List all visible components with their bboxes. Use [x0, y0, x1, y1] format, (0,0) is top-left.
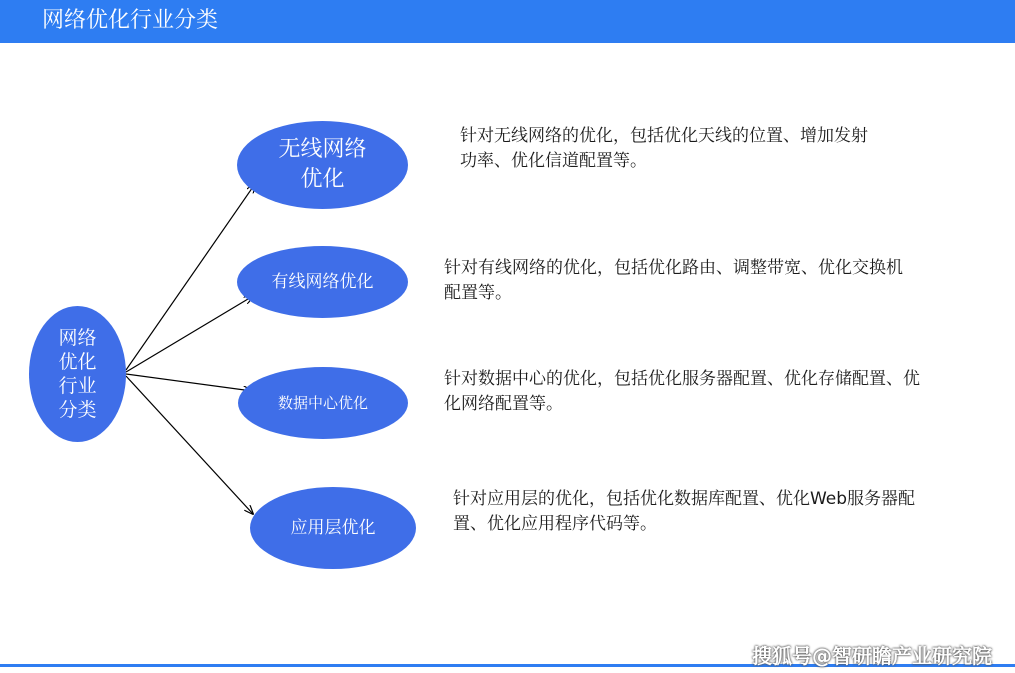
- node-label: 无线网络优化: [278, 137, 367, 192]
- page-title: 网络优化行业分类: [42, 8, 219, 33]
- node-datacenter-optimization: [238, 367, 408, 439]
- node-application-optimization: [250, 487, 416, 569]
- description-datacenter: 针对数据中心的优化，包括优化服务器配置、优化存储配置、优化网络配置等。: [444, 369, 920, 414]
- arrow-to-wireless: [126, 184, 255, 370]
- arrow-to-wired: [126, 296, 253, 372]
- source-watermark: 搜狐号@智研瞻产业研究院: [752, 644, 992, 668]
- node-label: 数据中心优化: [277, 394, 368, 412]
- description-wireless: 针对无线网络的优化，包括优化天线的位置、增加发射功率、优化信道配置等。: [460, 126, 868, 171]
- arrow-to-datacenter: [126, 374, 252, 391]
- node-wireless-optimization: [237, 121, 408, 209]
- description-application: 针对应用层的优化，包括优化数据库配置、优化Web服务器配置、优化应用程序代码等。: [453, 489, 916, 534]
- root-node-label: 网络优化行业分类: [58, 327, 97, 421]
- arrow-to-application: [126, 376, 253, 514]
- node-label: 有线网络优化: [271, 272, 374, 292]
- node-label: 应用层优化: [290, 518, 376, 538]
- root-node: [29, 306, 126, 442]
- node-wired-optimization: [237, 246, 408, 318]
- description-wired: 针对有线网络的优化，包括优化路由、调整带宽、优化交换机配置等。: [444, 258, 903, 303]
